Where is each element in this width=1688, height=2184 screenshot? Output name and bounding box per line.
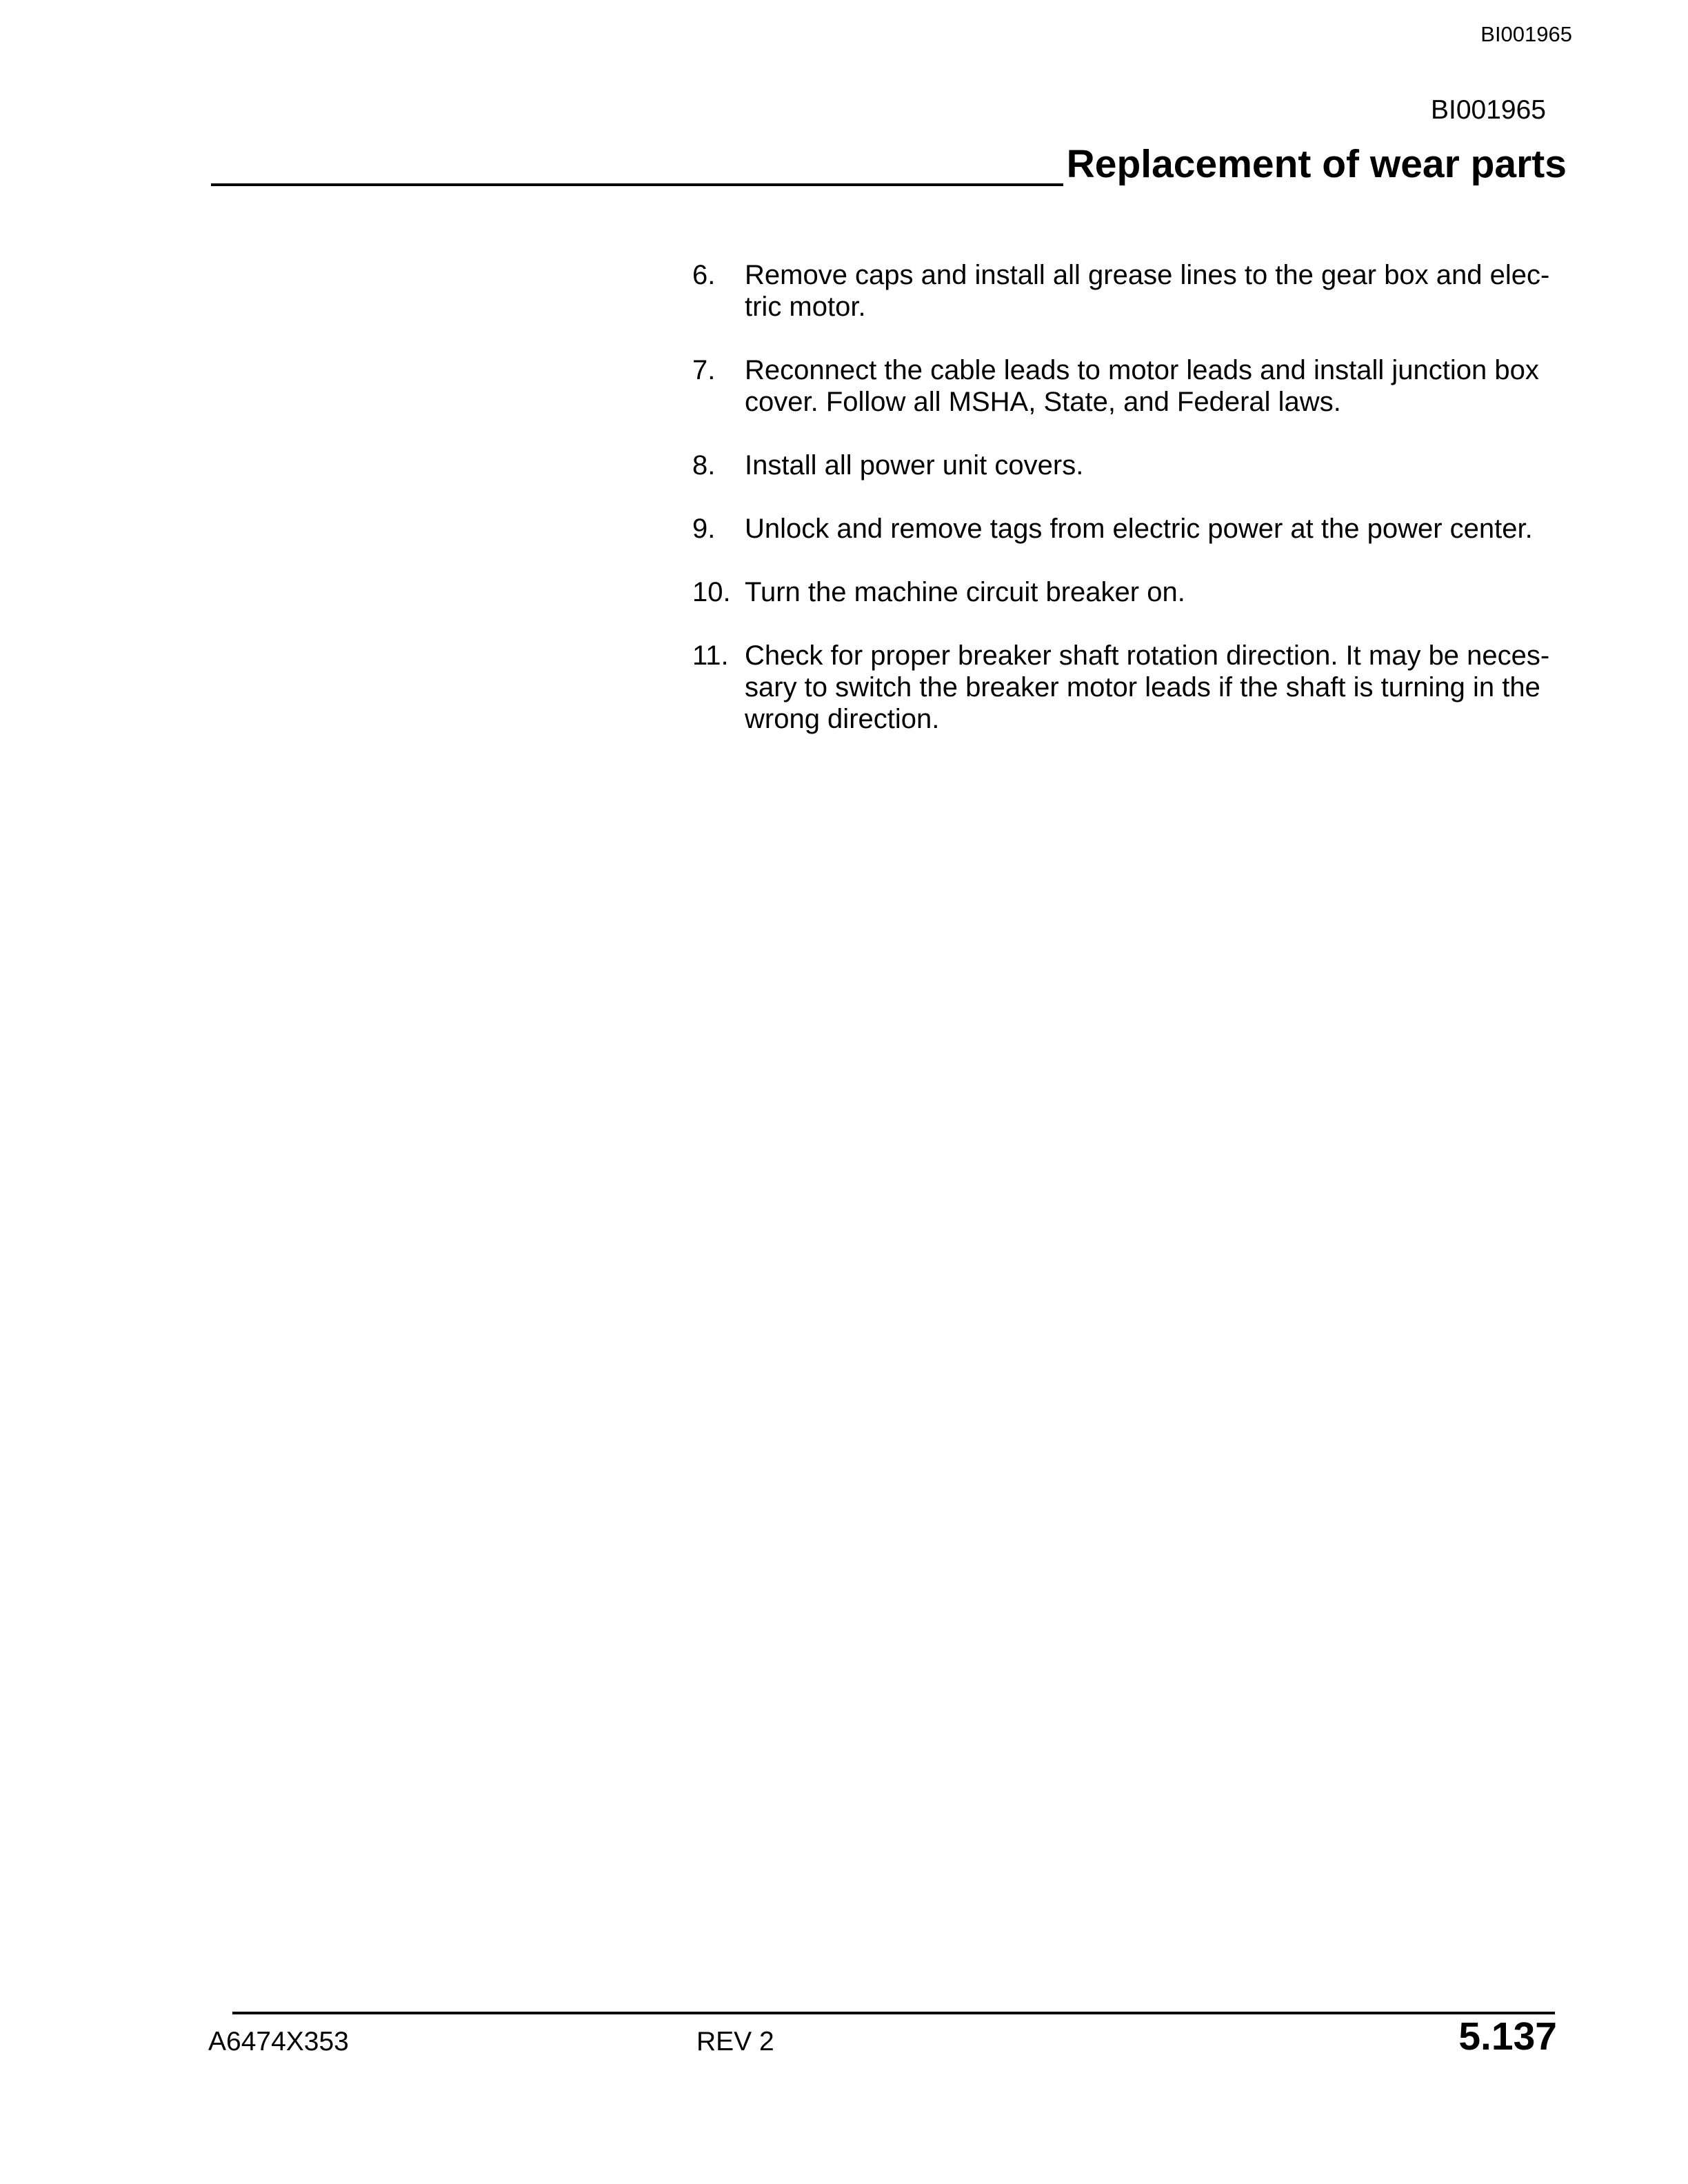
step-text: Reconnect the cable leads to motor leads and install junction box cover. Follow all MSHA, State, and Federal laws. (745, 355, 1539, 417)
document-id: BI001965 (1431, 95, 1546, 125)
step-text: Unlock and remove tags from electric power at the power center. (745, 514, 1533, 544)
step-number: 8. (692, 450, 716, 481)
step-text: Turn the machine circuit breaker on. (745, 577, 1185, 607)
step-number: 9. (692, 514, 716, 544)
step-10 (692, 576, 1575, 608)
document-id-top: BI001965 (1480, 22, 1572, 46)
page-number: 5.137 (1458, 2014, 1557, 2059)
step-text: Install all power unit covers. (745, 450, 1084, 481)
step-11 (692, 640, 1575, 735)
section-title: Replacement of wear parts (1066, 142, 1567, 186)
step-7 (692, 354, 1575, 418)
step-8 (692, 449, 1575, 481)
title-rule (211, 183, 1063, 186)
procedure-steps (692, 259, 1575, 767)
step-number: 6. (692, 260, 716, 290)
footer-part-number: A6474X353 (208, 2027, 349, 2056)
step-number: 7. (692, 355, 716, 385)
step-6 (692, 259, 1575, 323)
step-9 (692, 513, 1575, 545)
step-text: Check for proper breaker shaft rotation direction. It may be neces-sary to switch the breaker motor leads if the shaft is turning in the wrong direction. (745, 640, 1550, 734)
step-text: Remove caps and install all grease lines to the gear box and elec-tric motor. (745, 260, 1550, 322)
step-number: 10. (692, 577, 731, 607)
footer-revision: REV 2 (696, 2027, 774, 2056)
footer-rule (232, 2012, 1555, 2014)
step-number: 11. (692, 640, 729, 671)
